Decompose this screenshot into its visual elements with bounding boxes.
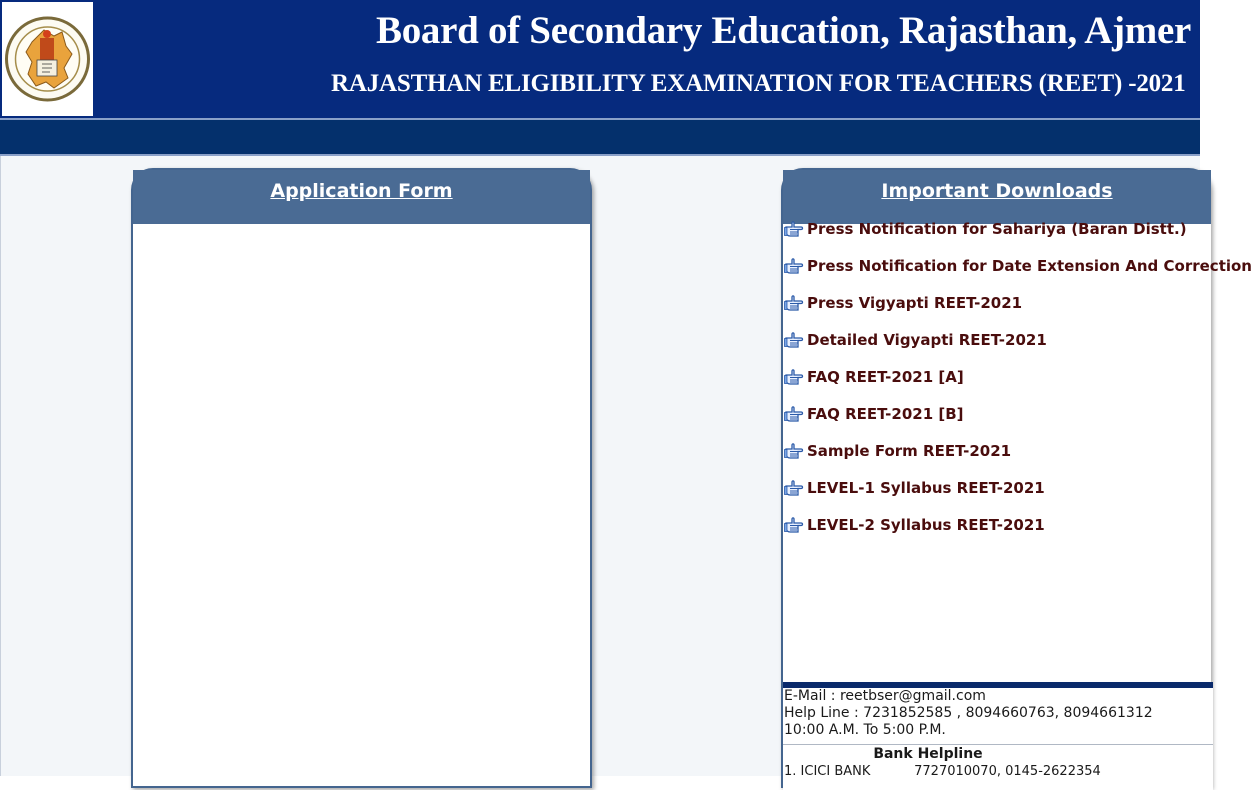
pointing-hand-icon [784, 331, 807, 349]
nav-bar [0, 118, 1200, 156]
pointing-hand-icon [784, 368, 807, 386]
bank-divider [783, 744, 1213, 745]
download-item[interactable] [783, 284, 1213, 321]
download-item-label: Press Notification for Sahariya (Baran Distt.) [807, 219, 1187, 238]
contact-info [783, 682, 1213, 790]
download-item-label: Press Vigyapti REET-2021 [807, 293, 1023, 312]
application-form-header [133, 170, 590, 224]
download-item[interactable] [783, 432, 1213, 469]
download-item[interactable] [783, 247, 1252, 284]
exam-title: RAJASTHAN ELIGIBILITY EXAMINATION FOR TEACHERS (REET) -2021 [331, 70, 1186, 97]
download-item[interactable] [783, 358, 1213, 395]
download-item-label: FAQ REET-2021 [B] [807, 404, 964, 423]
site-title: Board of Secondary Education, Rajasthan, Ajmer [376, 9, 1191, 52]
important-downloads-link[interactable]: Important Downloads [881, 180, 1113, 202]
download-item-label: Sample Form REET-2021 [807, 441, 1012, 460]
download-item[interactable] [783, 469, 1213, 506]
bank-helpline-title: Bank Helpline [873, 746, 983, 762]
pointing-hand-icon [784, 220, 807, 238]
download-item[interactable] [783, 210, 1213, 247]
pointing-hand-icon [784, 442, 807, 460]
download-item-label: FAQ REET-2021 [A] [807, 367, 964, 386]
bank-helpline-row [783, 764, 1213, 779]
download-item[interactable] [783, 395, 1213, 432]
pointing-hand-icon [784, 516, 807, 534]
download-item-label: Detailed Vigyapti REET-2021 [807, 330, 1047, 349]
site-header [0, 0, 1200, 118]
contact-hours: 10:00 A.M. To 5:00 P.M. [784, 722, 946, 738]
download-item[interactable] [783, 506, 1213, 543]
download-item-label: LEVEL-2 Syllabus REET-2021 [807, 515, 1045, 534]
download-item-label: LEVEL-1 Syllabus REET-2021 [807, 478, 1045, 497]
important-downloads-panel [781, 168, 1252, 788]
pointing-hand-icon [784, 257, 807, 275]
application-form-link[interactable]: Application Form [270, 180, 453, 202]
download-item[interactable] [783, 321, 1213, 358]
bank-name: 1. ICICI BANK [784, 764, 871, 779]
board-logo [2, 2, 93, 116]
bank-numbers: 7727010070, 0145-2622354 [914, 764, 1101, 779]
contact-email: E-Mail : reetbser@gmail.com [784, 688, 986, 704]
application-form-panel [131, 168, 592, 788]
contact-helpline: Help Line : 7231852585 , 8094660763, 8094661312 [784, 705, 1153, 721]
pointing-hand-icon [784, 479, 807, 497]
pointing-hand-icon [784, 405, 807, 423]
download-item-label: Press Notification for Date Extension And Correction [807, 256, 1252, 275]
pointing-hand-icon [784, 294, 807, 312]
downloads-list[interactable] [783, 219, 1252, 684]
